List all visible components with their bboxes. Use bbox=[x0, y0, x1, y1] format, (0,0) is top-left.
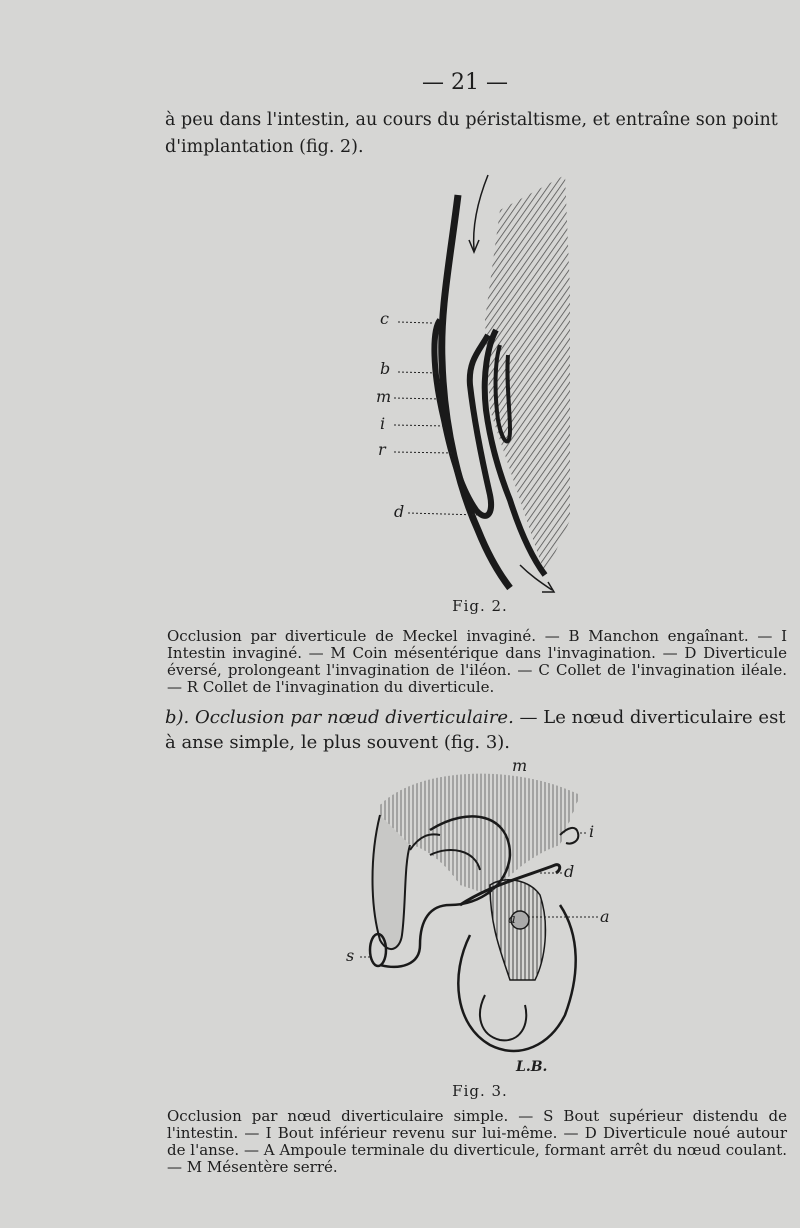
fig3-label-s: s bbox=[346, 946, 355, 965]
fig2-label-b: b bbox=[380, 359, 391, 378]
superior-end bbox=[370, 934, 386, 966]
fig3-signature: L.B. bbox=[516, 1059, 548, 1075]
fig2-label-d: d bbox=[394, 502, 405, 521]
section-b-heading: b). Occlusion par nœud diverticulaire. bbox=[165, 707, 514, 728]
fig3-title: Fig. 3. bbox=[452, 1082, 508, 1100]
fig2-label-m: m bbox=[376, 387, 392, 406]
section-b bbox=[165, 705, 790, 755]
arrow-top bbox=[474, 175, 488, 250]
section-b-text: — Le nœud diverticulaire est à anse simple, le plus souvent (fig. 3). bbox=[165, 707, 786, 753]
fig3-label-a-inner: a bbox=[508, 912, 516, 927]
inner-lower-loop bbox=[480, 995, 526, 1040]
fig3-label-i: i bbox=[589, 822, 595, 841]
fig2-label-r: r bbox=[378, 440, 386, 459]
intro-paragraph: à peu dans l'intestin, au cours du péristaltisme, et entraîne son point d'implantation (fig. 2). bbox=[165, 110, 778, 157]
knot-region bbox=[490, 880, 545, 980]
fig2-label-c: c bbox=[380, 309, 389, 328]
fig3-label-d: d bbox=[564, 862, 575, 881]
mesentery bbox=[380, 774, 580, 895]
page-number: — 21 — bbox=[422, 70, 508, 95]
fig3-caption: Occlusion par nœud diverticulaire simple. — S Bout supérieur distendu de l'intestin. — I Bout inférieur revenu sur lui-même. — D Diverticule noué autour de l'anse. — A Ampoule terminale du diverticule, formant arrêt du nœud coulant. — M Mésentère serré. bbox=[167, 1107, 787, 1176]
mesentery-hatching bbox=[485, 175, 570, 575]
fig3-label-a: a bbox=[600, 907, 610, 926]
figure-3-illustration bbox=[340, 755, 620, 1075]
fig2-label-i: i bbox=[380, 414, 386, 433]
fig2-title: Fig. 2. bbox=[452, 597, 508, 615]
fig3-label-m: m bbox=[512, 756, 528, 775]
figure-2-illustration bbox=[370, 170, 590, 600]
fig2-caption: Occlusion par diverticule de Meckel invaginé. — B Manchon engaînant. — I Intestin invaginé. — M Coin mésentérique dans l'invagination. — D Diverticule éversé, prolongeant l'invagination de l'iléon. — C Collet de l'invagination iléale. — R Collet de l'invagination du diverticule. bbox=[167, 627, 787, 696]
